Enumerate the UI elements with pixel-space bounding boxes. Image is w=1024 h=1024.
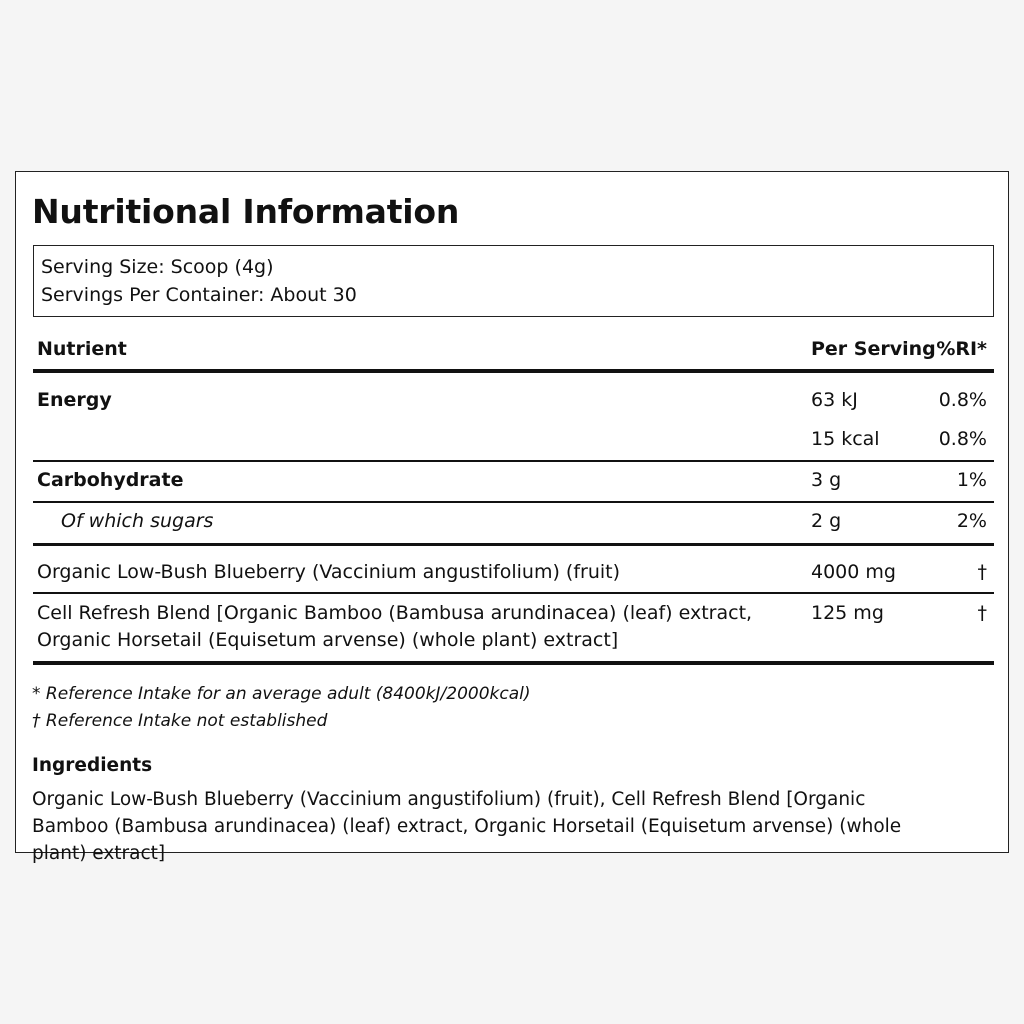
nutrition-label <box>15 171 1009 864</box>
energy-kj-ri: 0.8% <box>938 389 987 411</box>
sugars-ri: 2% <box>956 510 987 532</box>
header-nutrient: Nutrient <box>37 338 127 360</box>
energy-kcal-ri: 0.8% <box>938 428 987 450</box>
header-ri: %RI* <box>936 338 987 360</box>
serving-size: Serving Size: Scoop (4g) <box>41 256 274 278</box>
section-rule <box>33 543 994 546</box>
ingredients-text: Organic Low-Bush Blueberry (Vaccinium angustifolium) (fruit), Cell Refresh Blend [Organic Bamboo (Bambusa arundinacea) (leaf) extract, Organic Horsetail (Equisetum arvense) (whole plant) extract] <box>32 789 902 864</box>
row-divider <box>33 592 994 594</box>
cell-refresh-label-line1: Cell Refresh Blend [Organic Bamboo (Bambusa arundinacea) (leaf) extract, <box>37 602 753 624</box>
header-rule <box>33 369 994 373</box>
carbohydrate-label: Carbohydrate <box>37 469 184 491</box>
ingredients-heading: Ingredients <box>32 755 153 776</box>
carbohydrate-ri: 1% <box>956 469 987 491</box>
header-per-serving: Per Serving <box>811 338 936 360</box>
row-divider <box>33 501 994 503</box>
sugars-value: 2 g <box>811 510 842 532</box>
row-divider <box>33 460 994 462</box>
energy-kj-value: 63 kJ <box>811 389 858 411</box>
carbohydrate-value: 3 g <box>811 469 842 491</box>
cell-refresh-ri: † <box>977 602 987 624</box>
blueberry-value: 4000 mg <box>811 561 896 583</box>
energy-kcal-value: 15 kcal <box>811 428 880 450</box>
serving-info-box <box>33 245 994 317</box>
table-bottom-rule <box>33 661 994 665</box>
blueberry-ri: † <box>977 561 987 583</box>
footnote-reference-intake: * Reference Intake for an average adult (8400kJ/2000kcal) <box>32 684 531 704</box>
blueberry-label: Organic Low-Bush Blueberry (Vaccinium angustifolium) (fruit) <box>37 561 621 583</box>
label-title: Nutritional Information <box>32 192 460 231</box>
energy-label: Energy <box>37 389 112 411</box>
cell-refresh-value: 125 mg <box>811 602 884 624</box>
footnote-not-established: † Reference Intake not established <box>32 711 328 731</box>
servings-per-container: Servings Per Container: About 30 <box>41 284 357 306</box>
cell-refresh-label-line2: Organic Horsetail (Equisetum arvense) (whole plant) extract] <box>37 629 619 651</box>
sugars-label: Of which sugars <box>61 510 214 532</box>
